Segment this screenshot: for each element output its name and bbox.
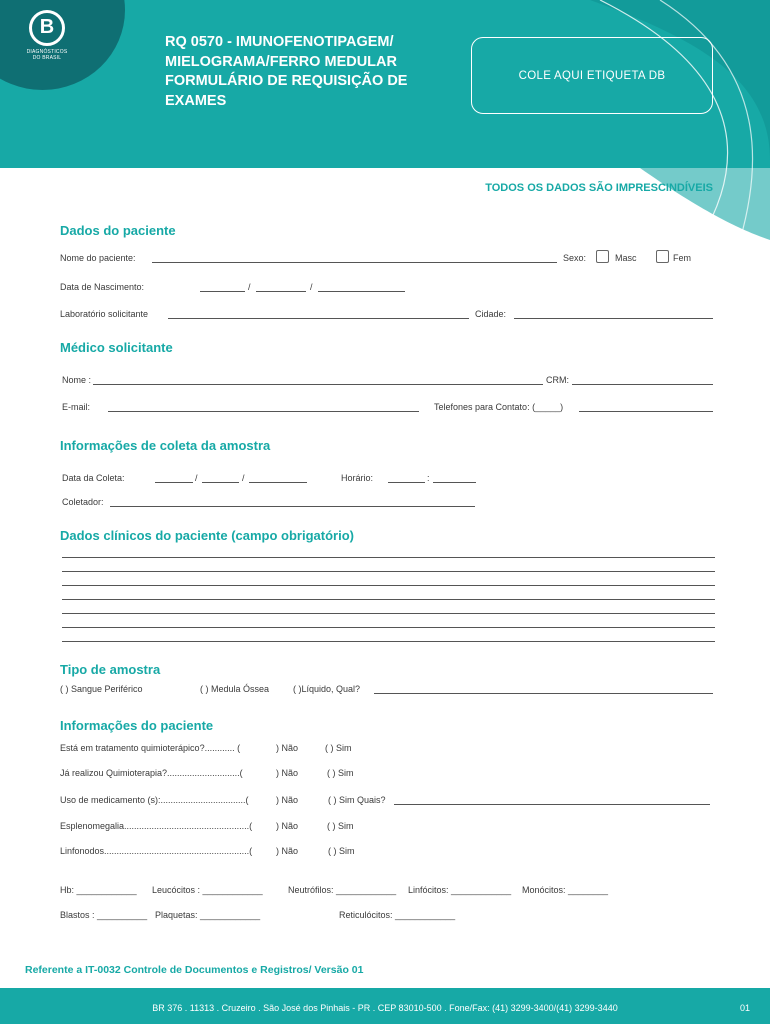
sex-fem-label: Fem bbox=[673, 253, 691, 263]
section-sample-title: Tipo de amostra bbox=[60, 662, 161, 677]
doctor-name-field[interactable] bbox=[93, 384, 543, 385]
sex-fem-checkbox[interactable] bbox=[656, 250, 669, 263]
reticulocytes-field[interactable]: Reticulócitos: ____________ bbox=[339, 910, 456, 920]
title-line: FORMULÁRIO DE REQUISIÇÃO DE bbox=[165, 73, 408, 89]
clinical-line[interactable] bbox=[62, 599, 715, 600]
option-no[interactable]: ) Não bbox=[276, 846, 299, 856]
clinical-line[interactable] bbox=[62, 571, 715, 572]
page-number: 01 bbox=[739, 1003, 750, 1013]
lymphocytes-field[interactable]: Linfócitos: ____________ bbox=[408, 885, 512, 895]
phone-label: Telefones para Contato: (_____) bbox=[434, 402, 564, 412]
title-line: RQ 0570 - IMUNOFENOTIPAGEM/ bbox=[165, 34, 394, 50]
blasts-field[interactable]: Blastos : __________ bbox=[60, 910, 148, 920]
medication-field[interactable] bbox=[394, 804, 710, 805]
birth-day-field[interactable] bbox=[200, 291, 245, 292]
collector-label: Coletador: bbox=[62, 497, 104, 507]
hour-field[interactable] bbox=[388, 482, 425, 483]
collection-day-field[interactable] bbox=[155, 482, 193, 483]
birth-month-field[interactable] bbox=[256, 291, 306, 292]
sex-label: Sexo: bbox=[563, 253, 587, 263]
birth-year-field[interactable] bbox=[318, 291, 405, 292]
option-yes[interactable]: ( ) Sim bbox=[327, 768, 354, 778]
sex-masc-label: Masc bbox=[615, 253, 637, 263]
crm-label: CRM: bbox=[546, 375, 569, 385]
date-separator: / bbox=[195, 473, 198, 483]
option-yes[interactable]: ( ) Sim bbox=[327, 821, 354, 831]
question-splenomegaly: Esplenomegalia..................................................( bbox=[60, 821, 253, 831]
clinical-line[interactable] bbox=[62, 641, 715, 642]
leukocytes-field[interactable]: Leucócitos : ____________ bbox=[152, 885, 263, 895]
option-no[interactable]: ) Não bbox=[276, 768, 299, 778]
email-field[interactable] bbox=[108, 411, 419, 412]
question-lymph-nodes: Linfonodos..........................................................( bbox=[60, 846, 253, 856]
required-notice: TODOS OS DADOS SÃO IMPRESCINDÍVEIS bbox=[485, 182, 713, 194]
doctor-name-label: Nome : bbox=[62, 375, 92, 385]
date-separator: / bbox=[310, 282, 313, 292]
email-label: E-mail: bbox=[62, 402, 91, 412]
city-label: Cidade: bbox=[475, 309, 507, 319]
title-line: MIELOGRAMA/FERRO MEDULAR bbox=[165, 53, 397, 70]
clinical-line[interactable] bbox=[62, 557, 715, 558]
lab-label: Laboratório solicitante bbox=[60, 309, 149, 319]
collection-month-field[interactable] bbox=[202, 482, 239, 483]
time-label: Horário: bbox=[341, 473, 374, 483]
monocytes-field[interactable]: Monócitos: ________ bbox=[522, 885, 609, 895]
city-field[interactable] bbox=[514, 318, 713, 319]
crm-field[interactable] bbox=[572, 384, 713, 385]
patient-name-field[interactable] bbox=[152, 262, 557, 263]
sample-option-liquid[interactable]: ( )Líquido, Qual? bbox=[293, 684, 361, 694]
option-no[interactable]: ) Não bbox=[276, 795, 299, 805]
neutrophils-field[interactable]: Neutrófilos: ____________ bbox=[288, 885, 397, 895]
label-sticker-box: COLE AQUI ETIQUETA DB bbox=[471, 37, 713, 114]
phone-field[interactable] bbox=[579, 411, 713, 412]
patient-name-label: Nome do paciente: bbox=[60, 253, 136, 263]
collector-field[interactable] bbox=[110, 506, 475, 507]
section-patient-info-title: Informações do paciente bbox=[60, 718, 214, 733]
collection-year-field[interactable] bbox=[249, 482, 307, 483]
minute-field[interactable] bbox=[433, 482, 476, 483]
option-yes[interactable]: ( ) Sim bbox=[328, 846, 355, 856]
sample-option-marrow[interactable]: ( ) Medula Óssea bbox=[200, 684, 270, 694]
platelets-field[interactable]: Plaquetas: ____________ bbox=[155, 910, 261, 920]
date-separator: / bbox=[248, 282, 251, 292]
company-logo bbox=[22, 10, 72, 61]
form-title bbox=[165, 33, 445, 111]
birth-date-label: Data de Nascimento: bbox=[60, 282, 145, 292]
sample-option-blood[interactable]: ( ) Sangue Periférico bbox=[60, 684, 143, 694]
section-patient-title: Dados do paciente bbox=[60, 223, 176, 238]
clinical-line[interactable] bbox=[62, 627, 715, 628]
section-clinical-title: Dados clínicos do paciente (campo obrigatório) bbox=[60, 528, 354, 543]
question-chemo-current: Está em tratamento quimioterápico?............ ( bbox=[60, 743, 241, 753]
sex-masc-checkbox[interactable] bbox=[596, 250, 609, 263]
option-yes-which[interactable]: ( ) Sim Quais? bbox=[328, 795, 386, 805]
lab-field[interactable] bbox=[168, 318, 469, 319]
liquid-type-field[interactable] bbox=[374, 693, 713, 694]
clinical-line[interactable] bbox=[62, 613, 715, 614]
question-chemo-past: Já realizou Quimioterapia?.............................( bbox=[60, 768, 243, 778]
collection-date-label: Data da Coleta: bbox=[62, 473, 125, 483]
option-no[interactable]: ) Não bbox=[276, 821, 299, 831]
option-no[interactable]: ) Não bbox=[276, 743, 299, 753]
clinical-line[interactable] bbox=[62, 585, 715, 586]
document-reference: Referente a IT-0032 Controle de Documentos e Registros/ Versão 01 bbox=[25, 964, 364, 976]
date-separator: / bbox=[242, 473, 245, 483]
title-line: EXAMES bbox=[165, 92, 227, 109]
option-yes[interactable]: ( ) Sim bbox=[325, 743, 352, 753]
hb-field[interactable]: Hb: ____________ bbox=[60, 885, 137, 895]
logo-text: DIAGNÓSTICOS DO BRASIL bbox=[26, 49, 68, 61]
logo-mark-icon: B bbox=[29, 10, 65, 46]
question-medication: Uso de medicamento (s):..................................( bbox=[60, 795, 249, 805]
section-doctor-title: Médico solicitante bbox=[60, 340, 173, 355]
time-separator: : bbox=[427, 473, 430, 483]
footer-address: BR 376 . 11313 . Cruzeiro . São José dos Pinhais - PR . CEP 83010-500 . Fone/Fax: (41) 3299-3400/(41) 3299-3440 bbox=[152, 1003, 618, 1013]
section-collection-title: Informações de coleta da amostra bbox=[60, 438, 271, 453]
